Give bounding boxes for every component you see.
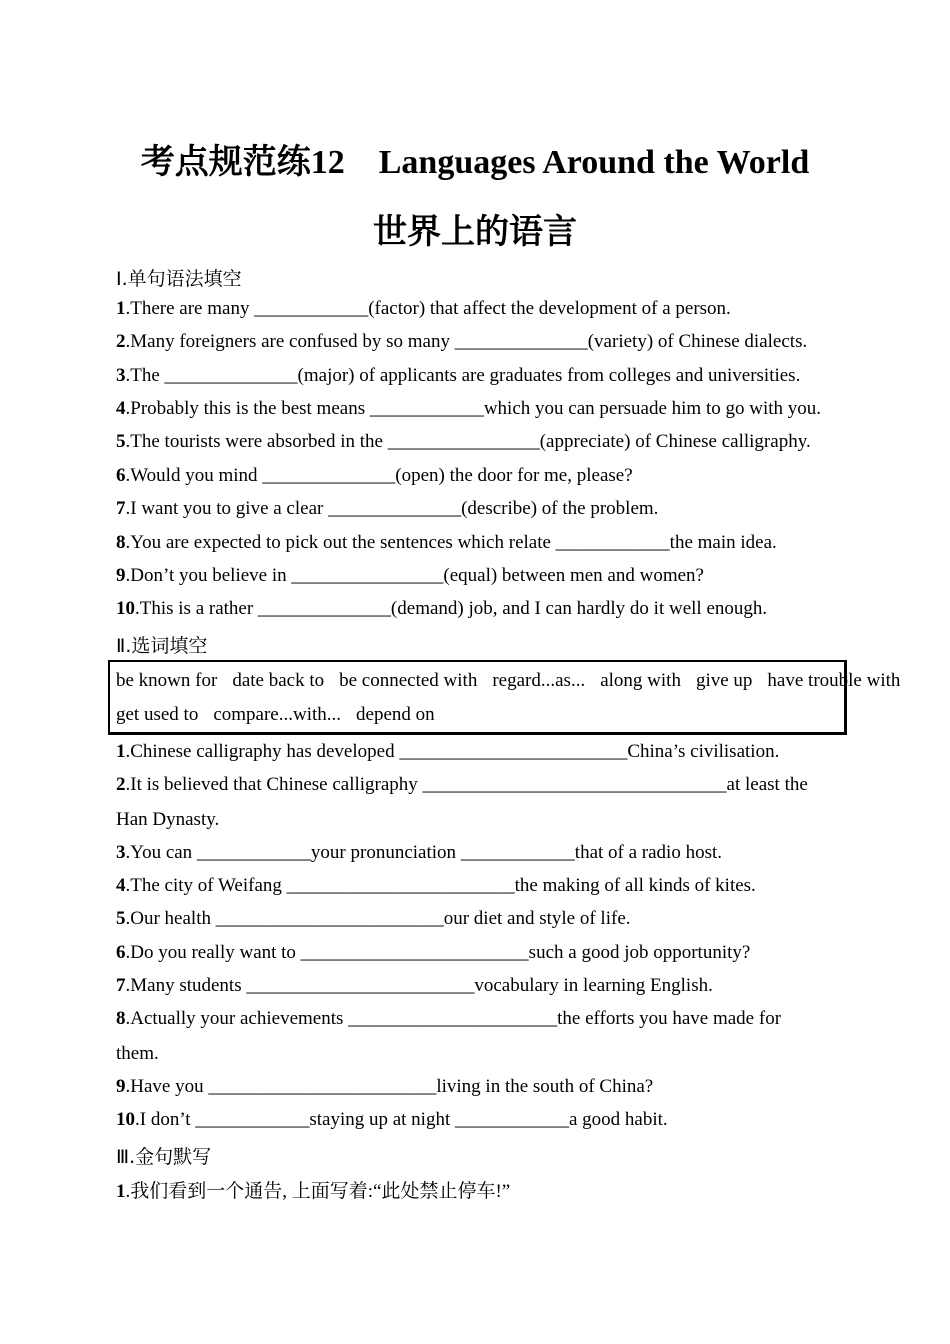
exercise-item bbox=[116, 1076, 653, 1098]
exercise-item bbox=[116, 1008, 781, 1030]
item-number: 3 bbox=[116, 842, 126, 863]
item-number: 4 bbox=[116, 398, 126, 419]
item-number: 2 bbox=[116, 331, 126, 352]
item-number: 5 bbox=[116, 908, 126, 929]
item-text: .You can ____________your pronunciation ____________that of a radio host. bbox=[125, 842, 723, 863]
exercise-item bbox=[116, 942, 750, 964]
item-number: 1 bbox=[116, 741, 126, 762]
exercise-item bbox=[116, 431, 811, 453]
exercise-item bbox=[116, 498, 658, 520]
exercise-item bbox=[116, 331, 807, 353]
item-number: 1 bbox=[116, 298, 126, 319]
exercise-item-continued: them. bbox=[116, 1043, 159, 1064]
phrase: date back to bbox=[232, 670, 325, 691]
item-text: .You are expected to pick out the sentences which relate ____________the main idea. bbox=[125, 532, 777, 553]
page-subtitle: 世界上的语言 bbox=[373, 214, 577, 251]
item-text: .Our health ________________________our diet and style of life. bbox=[125, 908, 631, 929]
item-number: 9 bbox=[116, 1076, 126, 1097]
phrase-bank-line bbox=[116, 670, 900, 692]
exercise-item bbox=[116, 1176, 510, 1203]
item-number: 1 bbox=[116, 1181, 126, 1202]
item-text: .I don’t ____________staying up at night ____________a good habit. bbox=[135, 1109, 668, 1130]
phrase: regard...as... bbox=[492, 670, 586, 691]
item-text: .Have you ________________________living in the south of China? bbox=[125, 1076, 654, 1097]
item-text: .It is believed that Chinese calligraphy ________________________________at least the bbox=[125, 774, 808, 795]
item-number: 8 bbox=[116, 532, 126, 553]
section-3-heading: Ⅲ.金句默写 bbox=[116, 1146, 212, 1168]
exercise-item bbox=[116, 774, 808, 796]
item-text: .The city of Weifang ________________________the making of all kinds of kites. bbox=[125, 875, 756, 896]
item-text: .The ______________(major) of applicants are graduates from colleges and universities. bbox=[125, 365, 801, 386]
exercise-item bbox=[116, 532, 777, 554]
title-cn: 考点规范练 bbox=[140, 144, 311, 181]
exercise-item bbox=[116, 908, 631, 930]
item-text: .Don’t you believe in ________________(equal) between men and women? bbox=[125, 565, 704, 586]
section-2-heading: Ⅱ.选词填空 bbox=[116, 635, 208, 657]
item-number: 10 bbox=[116, 1109, 135, 1130]
phrase-bank-line bbox=[116, 704, 435, 726]
item-number: 4 bbox=[116, 875, 126, 896]
exercise-item-continued: Han Dynasty. bbox=[116, 809, 220, 830]
item-text: .Chinese calligraphy has developed ________________________China’s civilisation. bbox=[125, 741, 780, 762]
item-number: 3 bbox=[116, 365, 126, 386]
item-text: .Actually your achievements ______________________the efforts you have made for bbox=[125, 1008, 782, 1029]
page-title bbox=[0, 134, 950, 183]
exercise-item bbox=[116, 975, 713, 997]
item-text: .The tourists were absorbed in the ________________(appreciate) of Chinese calligraphy. bbox=[125, 431, 811, 452]
item-number: 10 bbox=[116, 598, 135, 619]
item-number: 9 bbox=[116, 565, 126, 586]
phrase: depend on bbox=[356, 704, 435, 725]
exercise-item bbox=[116, 398, 821, 420]
item-text: .我们看到一个通告, 上面写着:“此处禁止停车!” bbox=[125, 1181, 511, 1202]
phrase: be known for bbox=[116, 670, 218, 691]
item-text: .Do you really want to ________________________such a good job opportunity? bbox=[125, 942, 751, 963]
exercise-item bbox=[116, 465, 633, 487]
phrase: be connected with bbox=[339, 670, 478, 691]
item-text: .Would you mind ______________(open) the door for me, please? bbox=[125, 465, 633, 486]
phrase: have trouble with bbox=[767, 670, 901, 691]
phrase-bank-box bbox=[108, 660, 901, 735]
phrase: give up bbox=[695, 670, 753, 691]
exercise-item bbox=[116, 598, 767, 620]
exercise-item bbox=[116, 565, 704, 587]
item-text: .I want you to give a clear ______________(describe) of the problem. bbox=[125, 498, 659, 519]
section-1-heading: Ⅰ.单句语法填空 bbox=[116, 268, 242, 290]
item-number: 2 bbox=[116, 774, 126, 795]
title-en: Languages Around the World bbox=[378, 144, 810, 181]
item-text: .This is a rather ______________(demand) job, and I can hardly do it well enough. bbox=[135, 598, 768, 619]
exercise-item bbox=[116, 842, 722, 864]
item-text: .Many foreigners are confused by so many ______________(variety) of Chinese dialects. bbox=[125, 331, 808, 352]
item-number: 8 bbox=[116, 1008, 126, 1029]
exercise-item bbox=[116, 875, 756, 897]
item-number: 7 bbox=[116, 975, 126, 996]
phrase: compare...with... bbox=[213, 704, 342, 725]
title-number: 12 bbox=[310, 144, 345, 181]
item-text: .Probably this is the best means ____________which you can persuade him to go with you. bbox=[125, 398, 822, 419]
item-text: .Many students ________________________vocabulary in learning English. bbox=[125, 975, 713, 996]
exercise-item bbox=[116, 1109, 668, 1131]
item-text: .There are many ____________(factor) that affect the development of a person. bbox=[125, 298, 731, 319]
item-number: 6 bbox=[116, 942, 126, 963]
exercise-item bbox=[116, 298, 731, 320]
item-number: 6 bbox=[116, 465, 126, 486]
exercise-item bbox=[116, 365, 800, 387]
item-number: 5 bbox=[116, 431, 126, 452]
phrase: get used to bbox=[116, 704, 199, 725]
item-number: 7 bbox=[116, 498, 126, 519]
phrase: along with bbox=[600, 670, 681, 691]
exercise-item bbox=[116, 741, 779, 763]
